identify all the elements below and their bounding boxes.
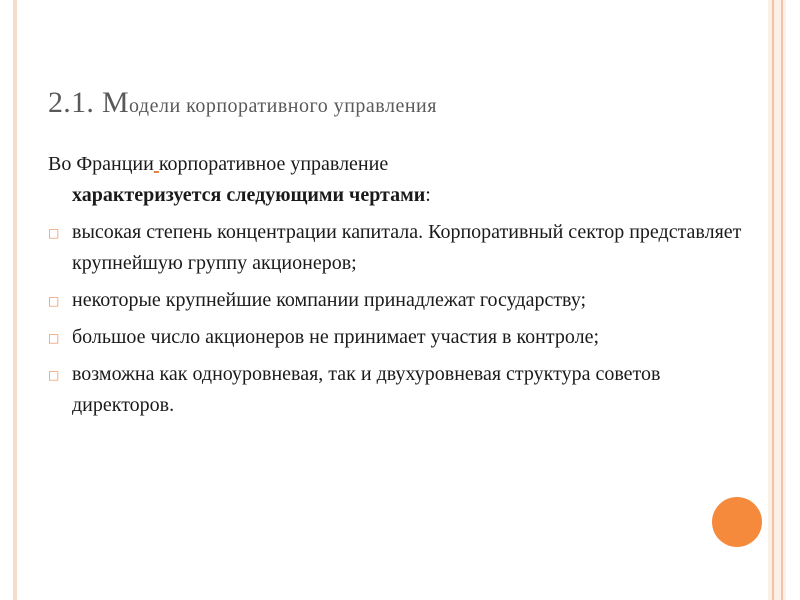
list-item <box>48 359 748 421</box>
title-cap: М <box>102 86 129 119</box>
slide-body <box>48 149 748 421</box>
bullet-text: высокая степень концентрации капитала. Корпоративный сектор представляет крупнейшую группу акционеров; <box>72 221 742 274</box>
right-decorative-band <box>768 0 786 600</box>
list-item <box>48 217 748 279</box>
bullet-text: большое число акционеров не принимает участия в контроле; <box>72 326 600 348</box>
title-number: 2.1. <box>48 86 102 119</box>
intro-line-2 <box>48 180 748 211</box>
right-decorative-rule <box>772 0 774 600</box>
intro-bold-text: характеризуется следующими чертами <box>72 184 426 206</box>
hollow-square-bullet-icon: □ <box>48 294 60 308</box>
bullet-text: возможна как одноуровневая, так и двухуровневая структура советов директоров. <box>72 363 661 416</box>
list-item <box>48 322 748 353</box>
bullet-text: некоторые крупнейшие компании принадлежат государству; <box>72 289 587 311</box>
hollow-square-bullet-icon: □ <box>48 226 60 240</box>
bullet-list <box>48 217 748 421</box>
slide-title <box>48 86 437 120</box>
title-rest: одели корпоративного управления <box>128 95 437 117</box>
hollow-square-bullet-icon: □ <box>48 368 60 382</box>
orange-circle-decoration <box>712 497 762 547</box>
hollow-square-bullet-icon: □ <box>48 331 60 345</box>
intro-colon: : <box>425 184 431 206</box>
left-decorative-rule <box>13 0 17 600</box>
list-item <box>48 285 748 316</box>
right-decorative-rule <box>781 0 783 600</box>
intro-text-start: Во Франции <box>48 153 154 175</box>
intro-paragraph <box>48 149 748 211</box>
intro-text-middle: корпоративное управление <box>158 153 389 175</box>
intro-line-1 <box>48 149 748 180</box>
